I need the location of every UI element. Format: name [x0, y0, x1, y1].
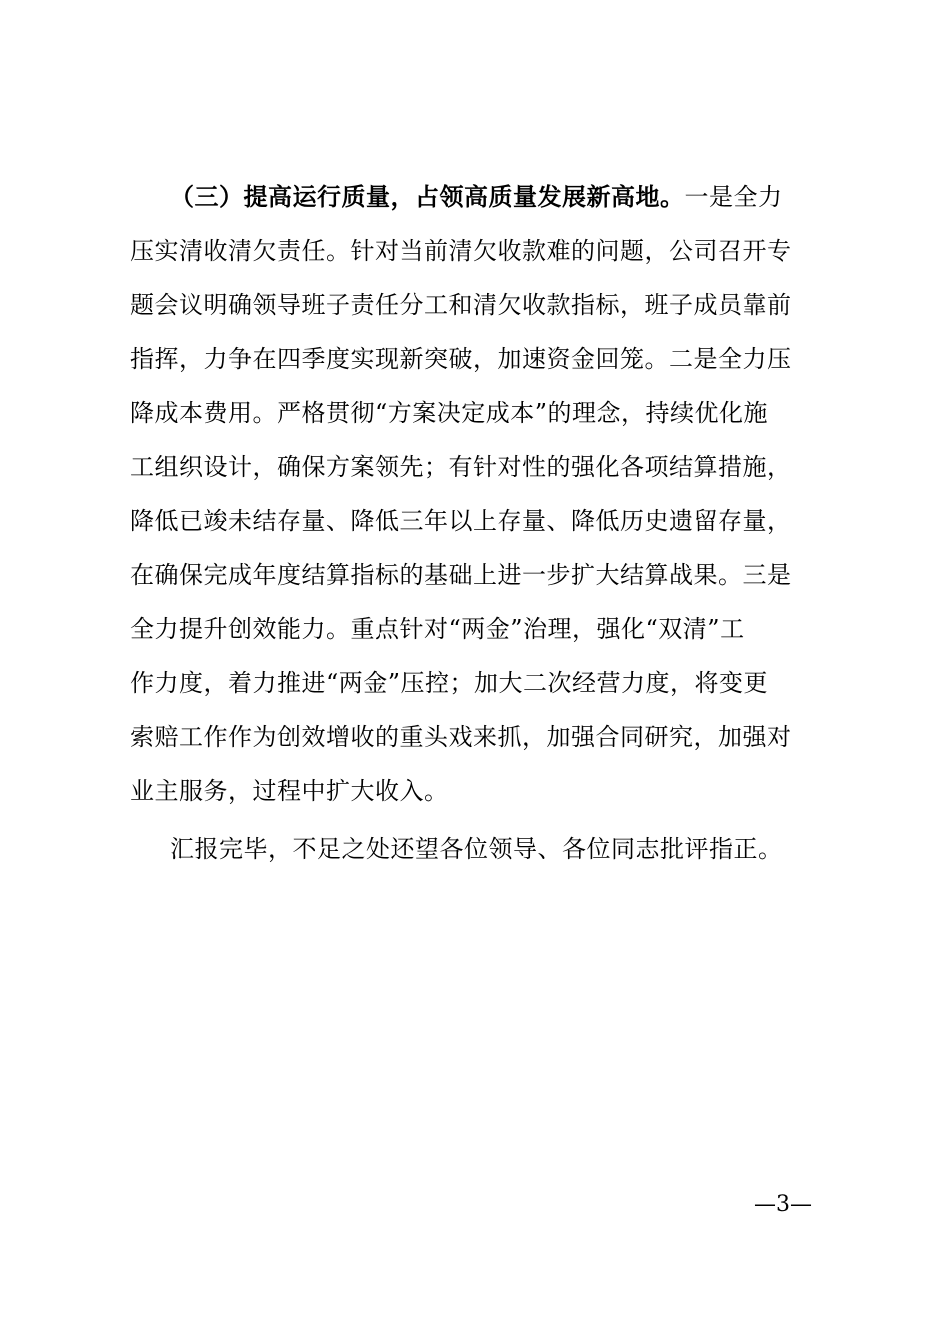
body-text	[130, 170, 830, 876]
closing-line: 汇报完毕，不足之处还望各位领导、各位同志批评指正。	[170, 835, 783, 863]
section-heading: （三）提高运行质量，占领高质量发展新高地。	[170, 182, 685, 211]
paragraph-line: 降成本费用。严格贯彻“方案决定成本”的理念，持续优化施	[130, 399, 769, 427]
paragraph-line: 在确保完成年度结算指标的基础上进一步扩大结算战果。三是	[130, 561, 792, 589]
paragraph-line: 作力度，着力推进“两金”压控；加大二次经营力度，将变更	[130, 669, 769, 697]
paragraph-line: 工组织设计，确保方案领先；有针对性的强化各项结算措施，	[130, 453, 792, 481]
paragraph-line: 降低已竣未结存量、降低三年以上存量、降低历史遗留存量，	[130, 507, 792, 535]
paragraph-line: 压实清收清欠责任。针对当前清欠收款难的问题，公司召开专	[130, 237, 792, 265]
page-number: —3—	[754, 1192, 812, 1217]
paragraph-line: 全力提升创效能力。重点针对“两金”治理，强化“双清”工	[130, 615, 745, 643]
paragraph-line: 业主服务，过程中扩大收入。	[130, 777, 449, 805]
paragraph-line: 题会议明确领导班子责任分工和清欠收款指标，班子成员靠前	[130, 291, 792, 319]
paragraph-line: 指挥，力争在四季度实现新突破，加速资金回笼。二是全力压	[130, 345, 792, 373]
paragraph-line: 索赔工作作为创效增收的重头戏来抓，加强合同研究，加强对	[130, 723, 792, 751]
paragraph-line: 一是全力	[684, 183, 783, 211]
paragraph-first-line	[130, 170, 830, 224]
